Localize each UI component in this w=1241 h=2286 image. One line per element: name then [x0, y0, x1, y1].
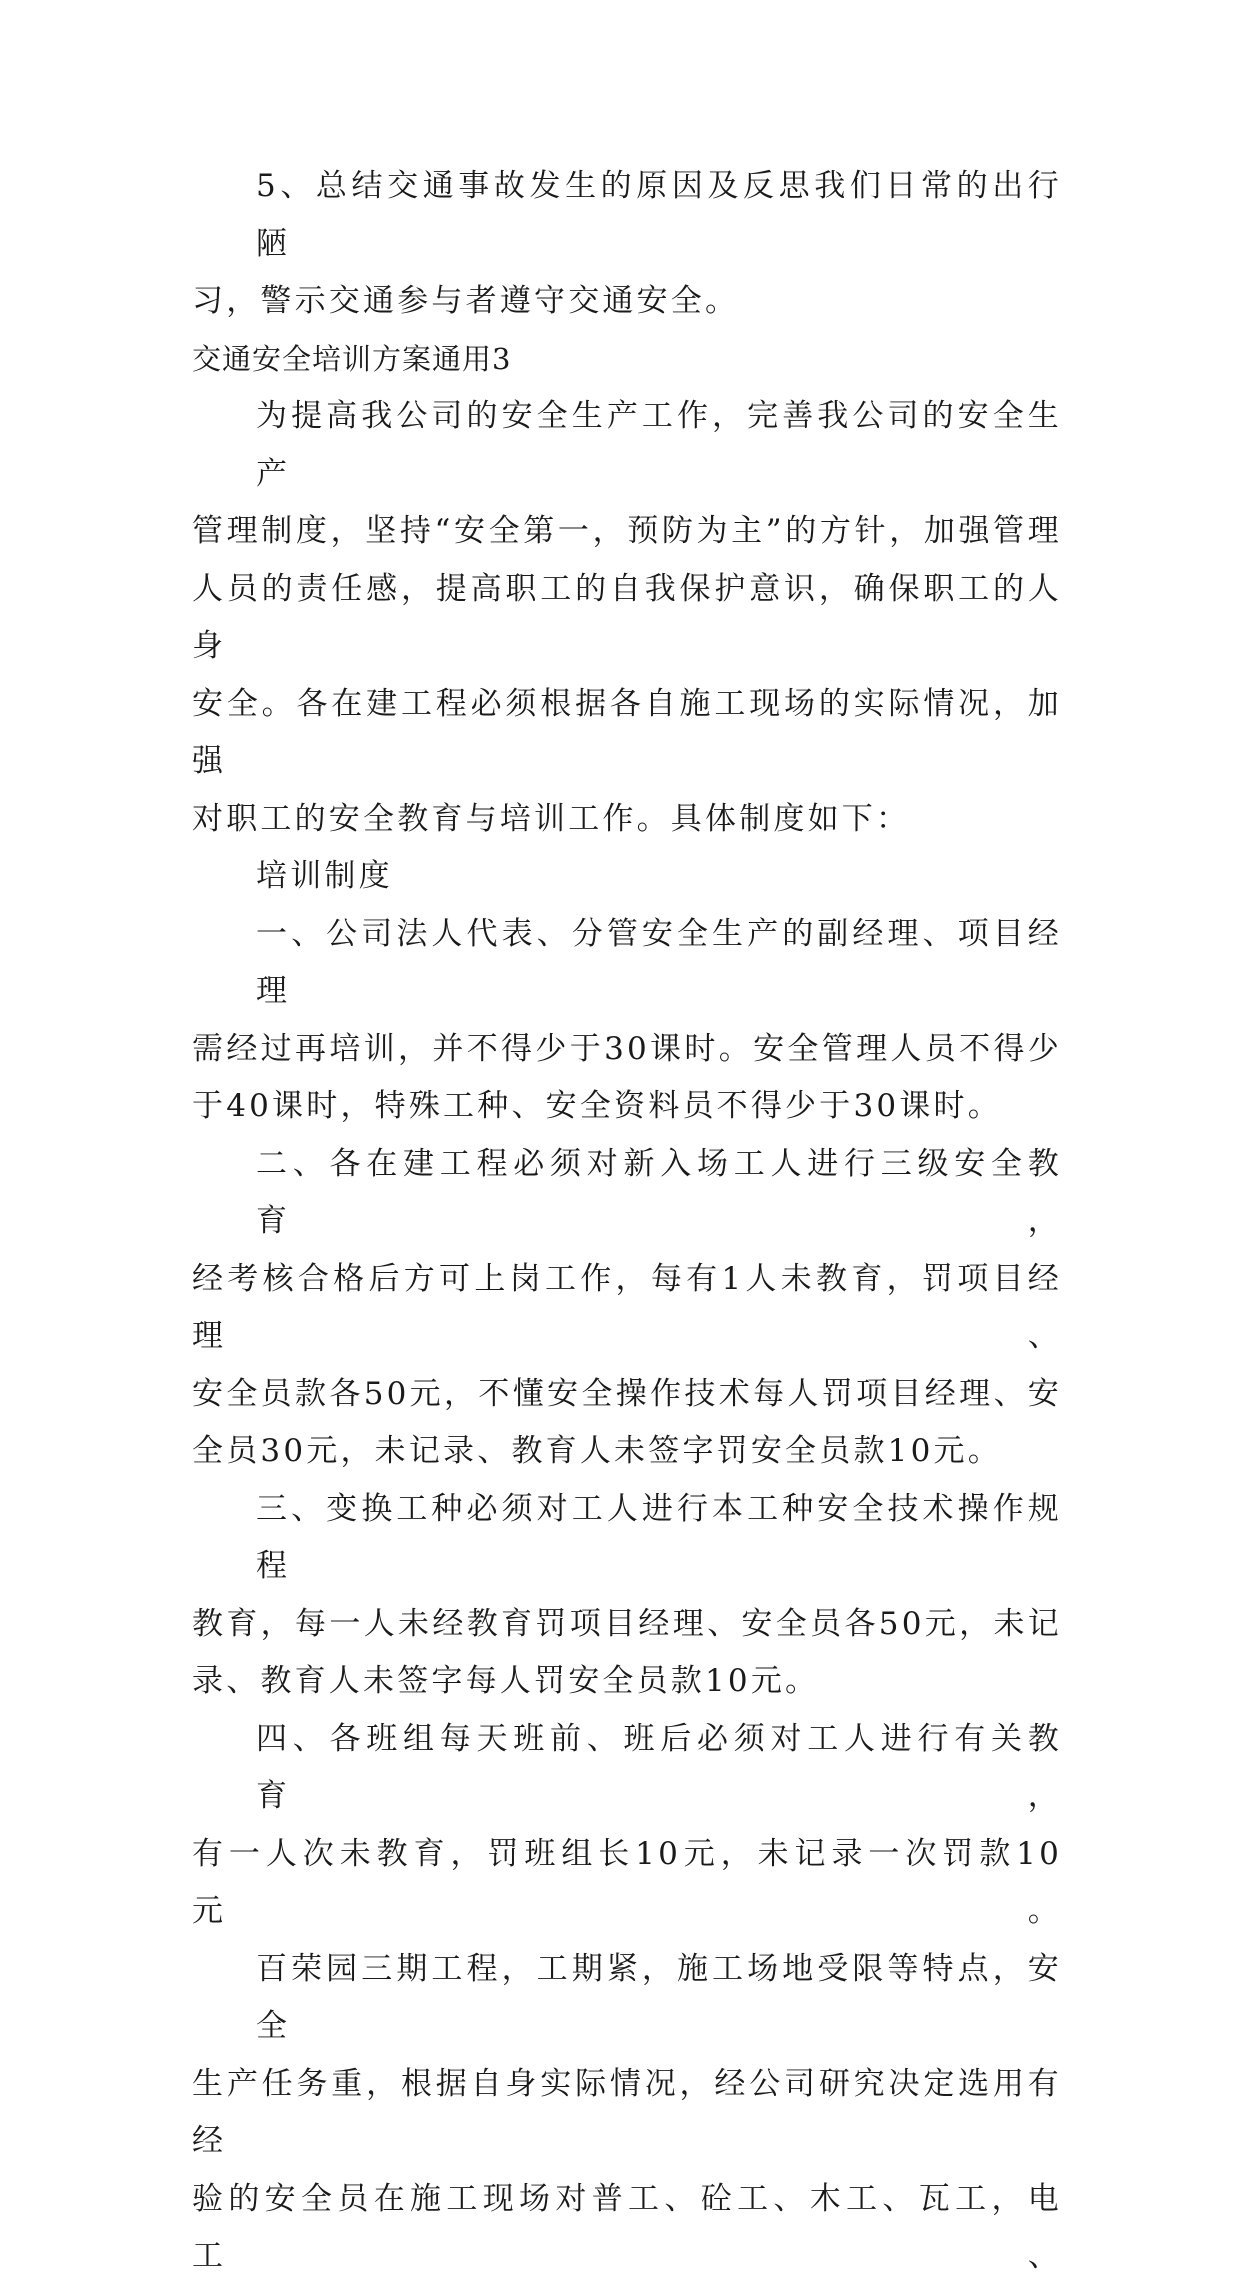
- paragraph-training-system: [192, 848, 1062, 906]
- text-line: 经考核合格后方可上岗工作，每有1人未教育，罚项目经理、: [192, 1260, 1062, 1354]
- paragraph-intro: [192, 388, 1062, 848]
- text-line: 人员的责任感，提高职工的自我保护意识，确保职工的人身: [192, 570, 1062, 664]
- text-line: 5、总结交通事故发生的原因及反思我们日常的出行陋: [256, 168, 1062, 262]
- paragraph-rule-2: [192, 1136, 1062, 1481]
- paragraph-project-note: [192, 1941, 1062, 2286]
- text-line: 一、公司法人代表、分管安全生产的副经理、项目经理: [256, 915, 1062, 1009]
- paragraph-rule-4: [192, 1711, 1062, 1941]
- text-line: 为提高我公司的安全生产工作，完善我公司的安全生产: [256, 398, 1062, 492]
- text-line: 习，警示交通参与者遵守交通安全。: [192, 283, 740, 319]
- text-line: 四、各班组每天班前、班后必须对工人进行有关教育，: [256, 1720, 1062, 1814]
- text-line: 百荣园三期工程，工期紧，施工场地受限等特点，安全: [256, 1950, 1062, 2044]
- text-line: 二、各在建工程必须对新入场工人进行三级安全教育，: [256, 1145, 1062, 1239]
- text-line: 管理制度，坚持“安全第一，预防为主”的方针，加强管理: [192, 513, 1062, 549]
- document-body: [192, 158, 1062, 2286]
- text-line: 全员30元，未记录、教育人未签字罚安全员款10元。: [192, 1433, 1002, 1469]
- text-line: 三、变换工种必须对工人进行本工种安全技术操作规程: [256, 1490, 1062, 1584]
- paragraph-rule-3: [192, 1481, 1062, 1711]
- text-line: 教育，每一人未经教育罚项目经理、安全员各50元，未记: [192, 1605, 1062, 1642]
- section-title: [192, 331, 1062, 389]
- paragraph-traffic-summary: [192, 158, 1062, 331]
- text-line: 于40课时，特殊工种、安全资料员不得少于30课时。: [192, 1088, 1002, 1124]
- text-line: 培训制度: [256, 858, 393, 894]
- text-line: 安全员款各50元，不懂安全操作技术每人罚项目经理、安: [192, 1375, 1062, 1412]
- paragraph-rule-1: [192, 906, 1062, 1136]
- text-line: 录、教育人未签字每人罚安全员款10元。: [192, 1663, 820, 1699]
- section-title-text: 交通安全培训方案通用3: [192, 341, 512, 376]
- text-line: 生产任务重，根据自身实际情况，经公司研究决定选用有经: [192, 2065, 1062, 2159]
- text-line: 有一人次未教育，罚班组长10元，未记录一次罚款10元。: [192, 1835, 1062, 1929]
- text-line: 对职工的安全教育与培训工作。具体制度如下：: [192, 800, 911, 837]
- text-line: 需经过再培训，并不得少于30课时。安全管理人员不得少: [192, 1030, 1062, 1067]
- text-line: 验的安全员在施工现场对普工、砼工、木工、瓦工，电工、: [192, 2180, 1062, 2274]
- text-line: 安全。各在建工程必须根据各自施工现场的实际情况，加强: [192, 685, 1062, 779]
